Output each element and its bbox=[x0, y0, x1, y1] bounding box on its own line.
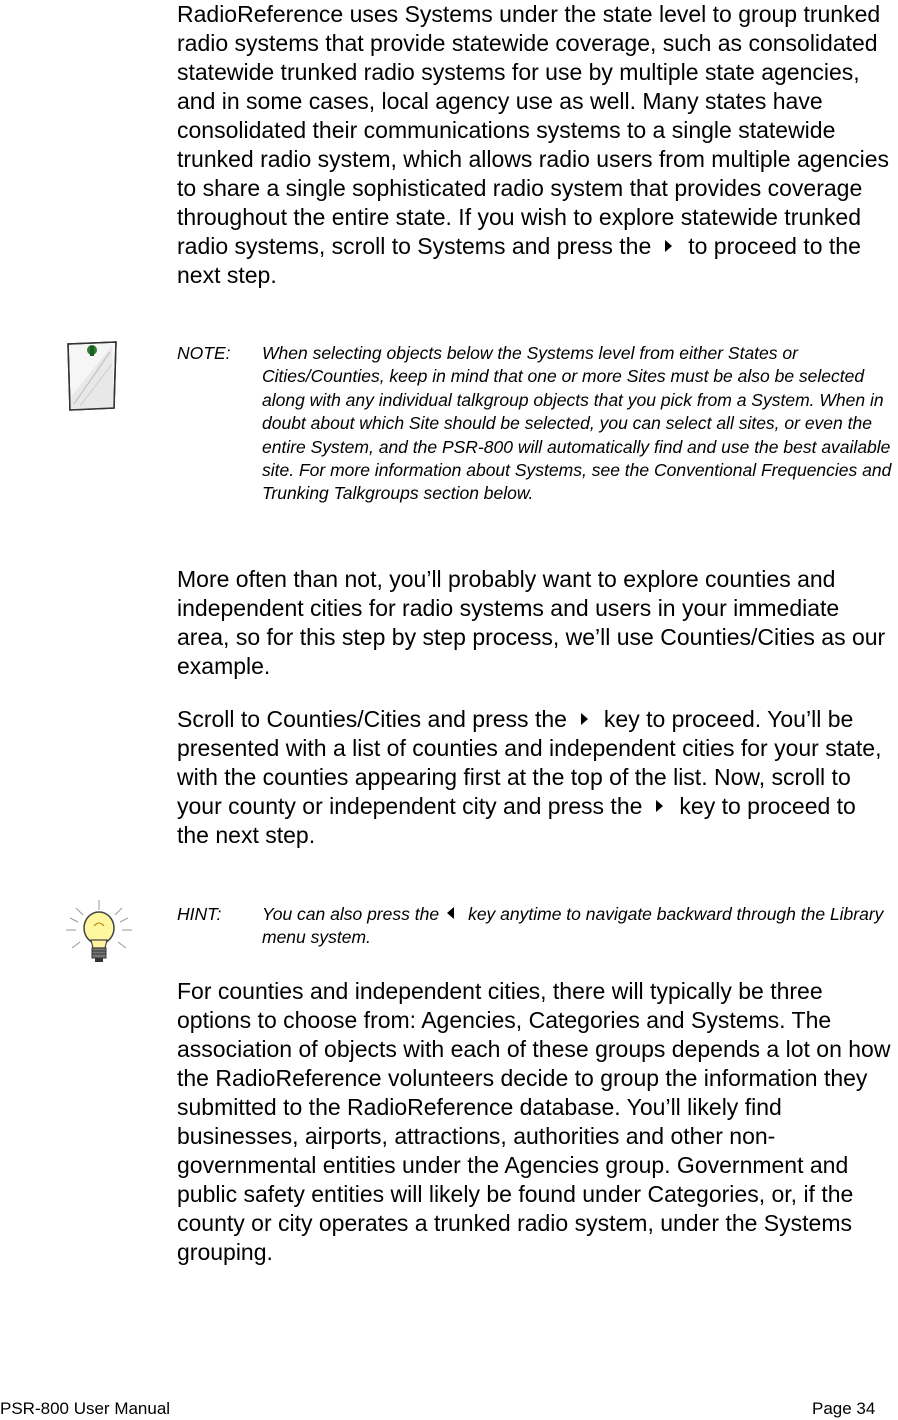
right-arrow-key-icon bbox=[656, 800, 663, 812]
left-arrow-key-icon bbox=[447, 907, 454, 919]
scroll-counties-paragraph bbox=[177, 705, 893, 850]
hint-label: HINT: bbox=[177, 904, 222, 924]
hint-text-start: You can also press the bbox=[262, 904, 440, 924]
paragraph-text: RadioReference uses Systems under the state level to group trunked radio systems that provide statewide coverage, such as consolidated statewide trunked radio systems for use by multiple state agencies, and in some cases, local agency use as well. Many states have consolidated their communications systems to a single statewide trunked radio system, which allows radio users from multiple agencies to share a single sophisticated radio system that provides coverage throughout the entire state. If you wish to explore statewide trunked radio systems, scroll to Systems and press the bbox=[177, 1, 890, 259]
hint-text-end: key anytime to navigate backward through the Library menu system. bbox=[262, 904, 884, 948]
paragraph-text: key to proceed. You’ll be presented with a list of counties and independent cities for your state, with the counties appearing first at the top of the list. Now, scroll to your county or independent city and press the bbox=[177, 706, 882, 819]
lightbulb-icon bbox=[62, 896, 136, 970]
footer-manual-title: PSR-800 User Manual bbox=[0, 1399, 171, 1418]
footer-page-number: Page 34 bbox=[812, 1399, 876, 1418]
note-label: NOTE: bbox=[177, 343, 231, 363]
paragraph-text: to proceed to the next step. bbox=[177, 233, 861, 288]
intro-systems-paragraph bbox=[177, 0, 893, 290]
counties-intro-paragraph: More often than not, you’ll probably want to explore counties and independent cities for radio systems and users in your immediate area, so for this step by step process, we’ll use Counties/Cities as our example. bbox=[177, 566, 886, 679]
hint-text bbox=[262, 903, 898, 950]
right-arrow-key-icon bbox=[665, 240, 672, 252]
groups-paragraph: For counties and independent cities, there will typically be three options to choose from: Agencies, Categories and Systems. The association of objects with each of these groups depends a lot on how the RadioReference volunteers decide to group the information they submitted to the RadioReference database. You’ll likely find businesses, airports, attractions, authorities and other non-governmental entities under the Agencies group. Government and public safety entities will likely be found under Categories, or, if the county or city operates a trunked radio system, under the Systems grouping. bbox=[177, 978, 891, 1265]
right-arrow-key-icon bbox=[581, 713, 588, 725]
paragraph-text: Scroll to Counties/Cities and press the bbox=[177, 706, 567, 732]
note-text: When selecting objects below the Systems level from either States or Cities/Counties, keep in mind that one or more Sites must be also be selected along with any individual talkgroup objects that you pick from a System. When in doubt about which Site should be selected, you can select all sites, or even the entire System, and the PSR-800 will automatically find and use the best available site. For more information about Systems, see the Conventional Frequencies and Trunking Talkgroups section below. bbox=[262, 343, 892, 504]
notepad-icon bbox=[64, 338, 120, 412]
paragraph-text: key to proceed to the next step. bbox=[177, 793, 856, 848]
